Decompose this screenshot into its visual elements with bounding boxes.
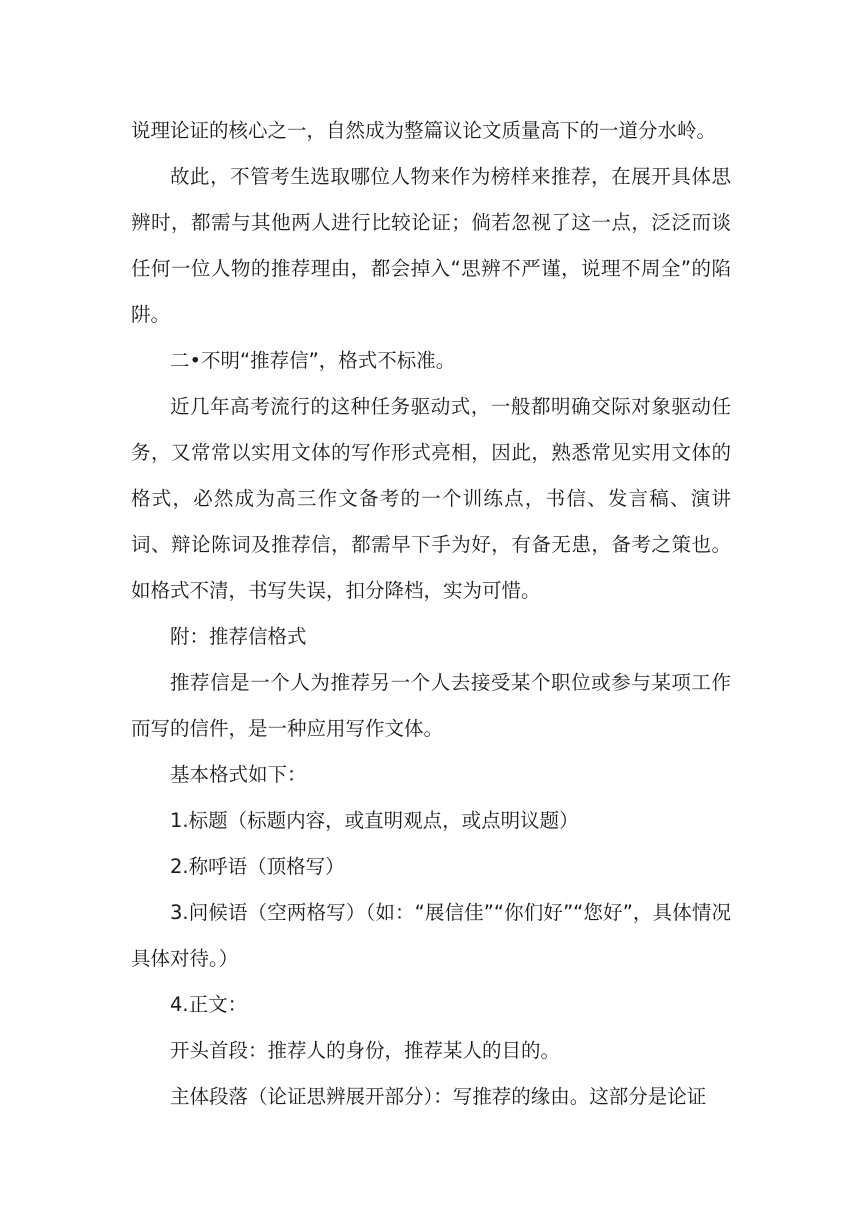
appendix-heading: 附：推荐信格式 (170, 625, 307, 648)
document-body (131, 108, 731, 1120)
format-item-body: 4.正文： (170, 993, 248, 1016)
body-main-paragraph: 主体段落（论证思辨展开部分）：写推荐的缘由。这部分是论证 (170, 1085, 707, 1108)
paragraph-3: 近几年高考流行的这种任务驱动式，一般都明确交际对象驱动任务，又常常以实用文体的写作形式亮相，因此，熟悉常见实用文体的格式，必然成为高三作文备考的一个训练点，书信、发言稿、演讲词、辩论陈词及推荐信，都需早下手为好，有备无患，备考之策也。如格式不清，书写失误，扣分降档，实为可惜。 (131, 395, 731, 602)
body-opening-paragraph: 开头首段：推荐人的身份，推荐某人的目的。 (170, 1039, 561, 1062)
paragraph-1: 说理论证的核心之一，自然成为整篇议论文质量高下的一道分水岭。 (131, 119, 717, 142)
paragraph-2: 故此，不管考生选取哪位人物来作为榜样来推荐，在展开具体思辨时，都需与其他两人进行比较论证；倘若忽视了这一点，泛泛而谈任何一位人物的推荐理由，都会掉入“思辨不严谨，说理不周全”的陷阱。 (131, 165, 731, 326)
format-intro: 基本格式如下： (170, 763, 307, 786)
format-item-salutation: 2.称呼语（顶格写） (170, 855, 345, 878)
paragraph-definition: 推荐信是一个人为推荐另一个人去接受某个职位或参与某项工作而写的信件，是一种应用写作文体。 (131, 671, 731, 740)
format-item-greeting: 3.问候语（空两格写）（如：“展信佳”“你们好”“您好”，具体情况具体对待。） (131, 901, 731, 970)
format-item-title: 1.标题（标题内容，或直明观点，或点明议题） (170, 809, 579, 832)
section-heading-2: 二•不明“推荐信”，格式不标准。 (170, 349, 456, 372)
